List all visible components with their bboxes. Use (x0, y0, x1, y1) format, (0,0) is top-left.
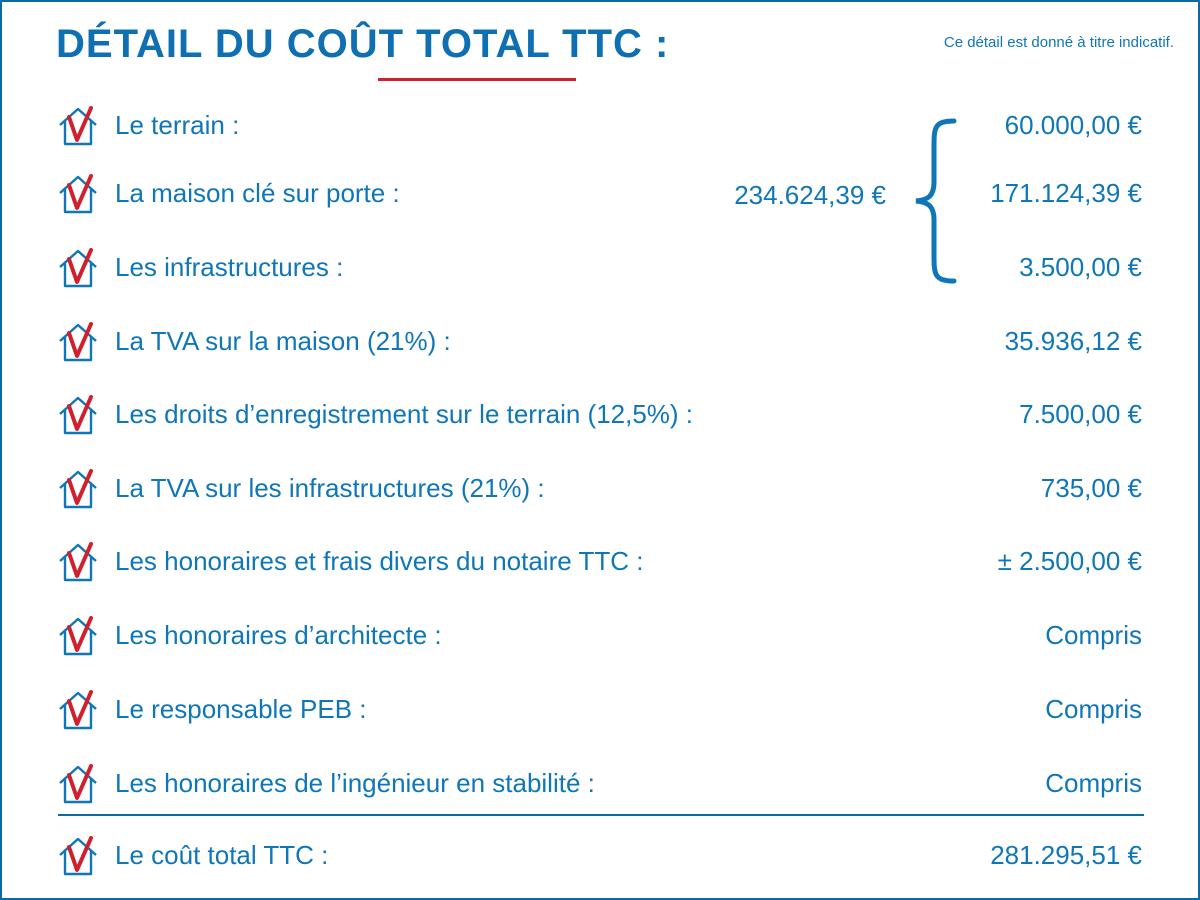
cost-value: 735,00 € (1040, 473, 1142, 503)
cost-row-tva-infrastructures (56, 467, 1142, 511)
house-check-icon (56, 614, 100, 658)
cost-row-peb (56, 688, 1142, 732)
house-check-icon (56, 467, 100, 511)
house-check-icon (56, 393, 100, 437)
house-check-icon (56, 540, 100, 584)
cost-label: Les droits d’enregistrement sur le terrain (12,5%) : (115, 399, 694, 429)
cost-row-notaire (56, 540, 1142, 584)
disclaimer-note: Ce détail est donné à titre indicatif. (943, 34, 1174, 51)
cost-label: La TVA sur la maison (21%) : (115, 326, 451, 356)
cost-row-ingenieur (56, 762, 1142, 806)
house-check-icon (56, 246, 100, 290)
cost-value: 3.500,00 € (1019, 252, 1142, 282)
cost-label: Les honoraires d’architecte : (115, 620, 442, 650)
house-check-icon (56, 834, 100, 878)
cost-value: Compris (1045, 620, 1142, 650)
cost-row-architecte (56, 614, 1142, 658)
cost-value: Compris (1045, 694, 1142, 724)
house-check-icon (56, 688, 100, 732)
house-check-icon (56, 320, 100, 364)
house-check-icon (56, 104, 100, 148)
house-check-icon (56, 172, 100, 216)
cost-row-maison (56, 172, 1142, 216)
cost-value: Compris (1045, 768, 1142, 798)
cost-label: Le responsable PEB : (115, 694, 367, 724)
house-check-icon (56, 762, 100, 806)
total-separator (58, 814, 1144, 816)
title-underline (378, 78, 576, 81)
cost-value: ± 2.500,00 € (997, 546, 1142, 576)
subtotal-value: 234.624,39 € (734, 180, 886, 210)
cost-row-droits-enregistrement (56, 393, 1142, 437)
cost-label: La maison clé sur porte : (115, 178, 400, 208)
cost-label: Les infrastructures : (115, 252, 344, 282)
cost-value: 7.500,00 € (1019, 399, 1142, 429)
total-value: 281.295,51 € (990, 840, 1142, 870)
cost-label: La TVA sur les infrastructures (21%) : (115, 473, 545, 503)
cost-row-total (56, 834, 1142, 878)
total-label: Le coût total TTC : (115, 840, 329, 870)
page-title: DÉTAIL DU COÛT TOTAL TTC : (56, 22, 670, 66)
cost-label: Les honoraires et frais divers du notaire TTC : (115, 546, 644, 576)
cost-row-terrain (56, 104, 1142, 148)
curly-brace (910, 118, 960, 284)
cost-row-tva-maison (56, 320, 1142, 364)
cost-value: 35.936,12 € (1004, 326, 1142, 356)
cost-value: 60.000,00 € (1004, 110, 1142, 140)
cost-value: 171.124,39 € (990, 178, 1142, 208)
cost-row-infrastructures (56, 246, 1142, 290)
cost-label: Le terrain : (115, 110, 240, 140)
cost-label: Les honoraires de l’ingénieur en stabilité : (115, 768, 595, 798)
